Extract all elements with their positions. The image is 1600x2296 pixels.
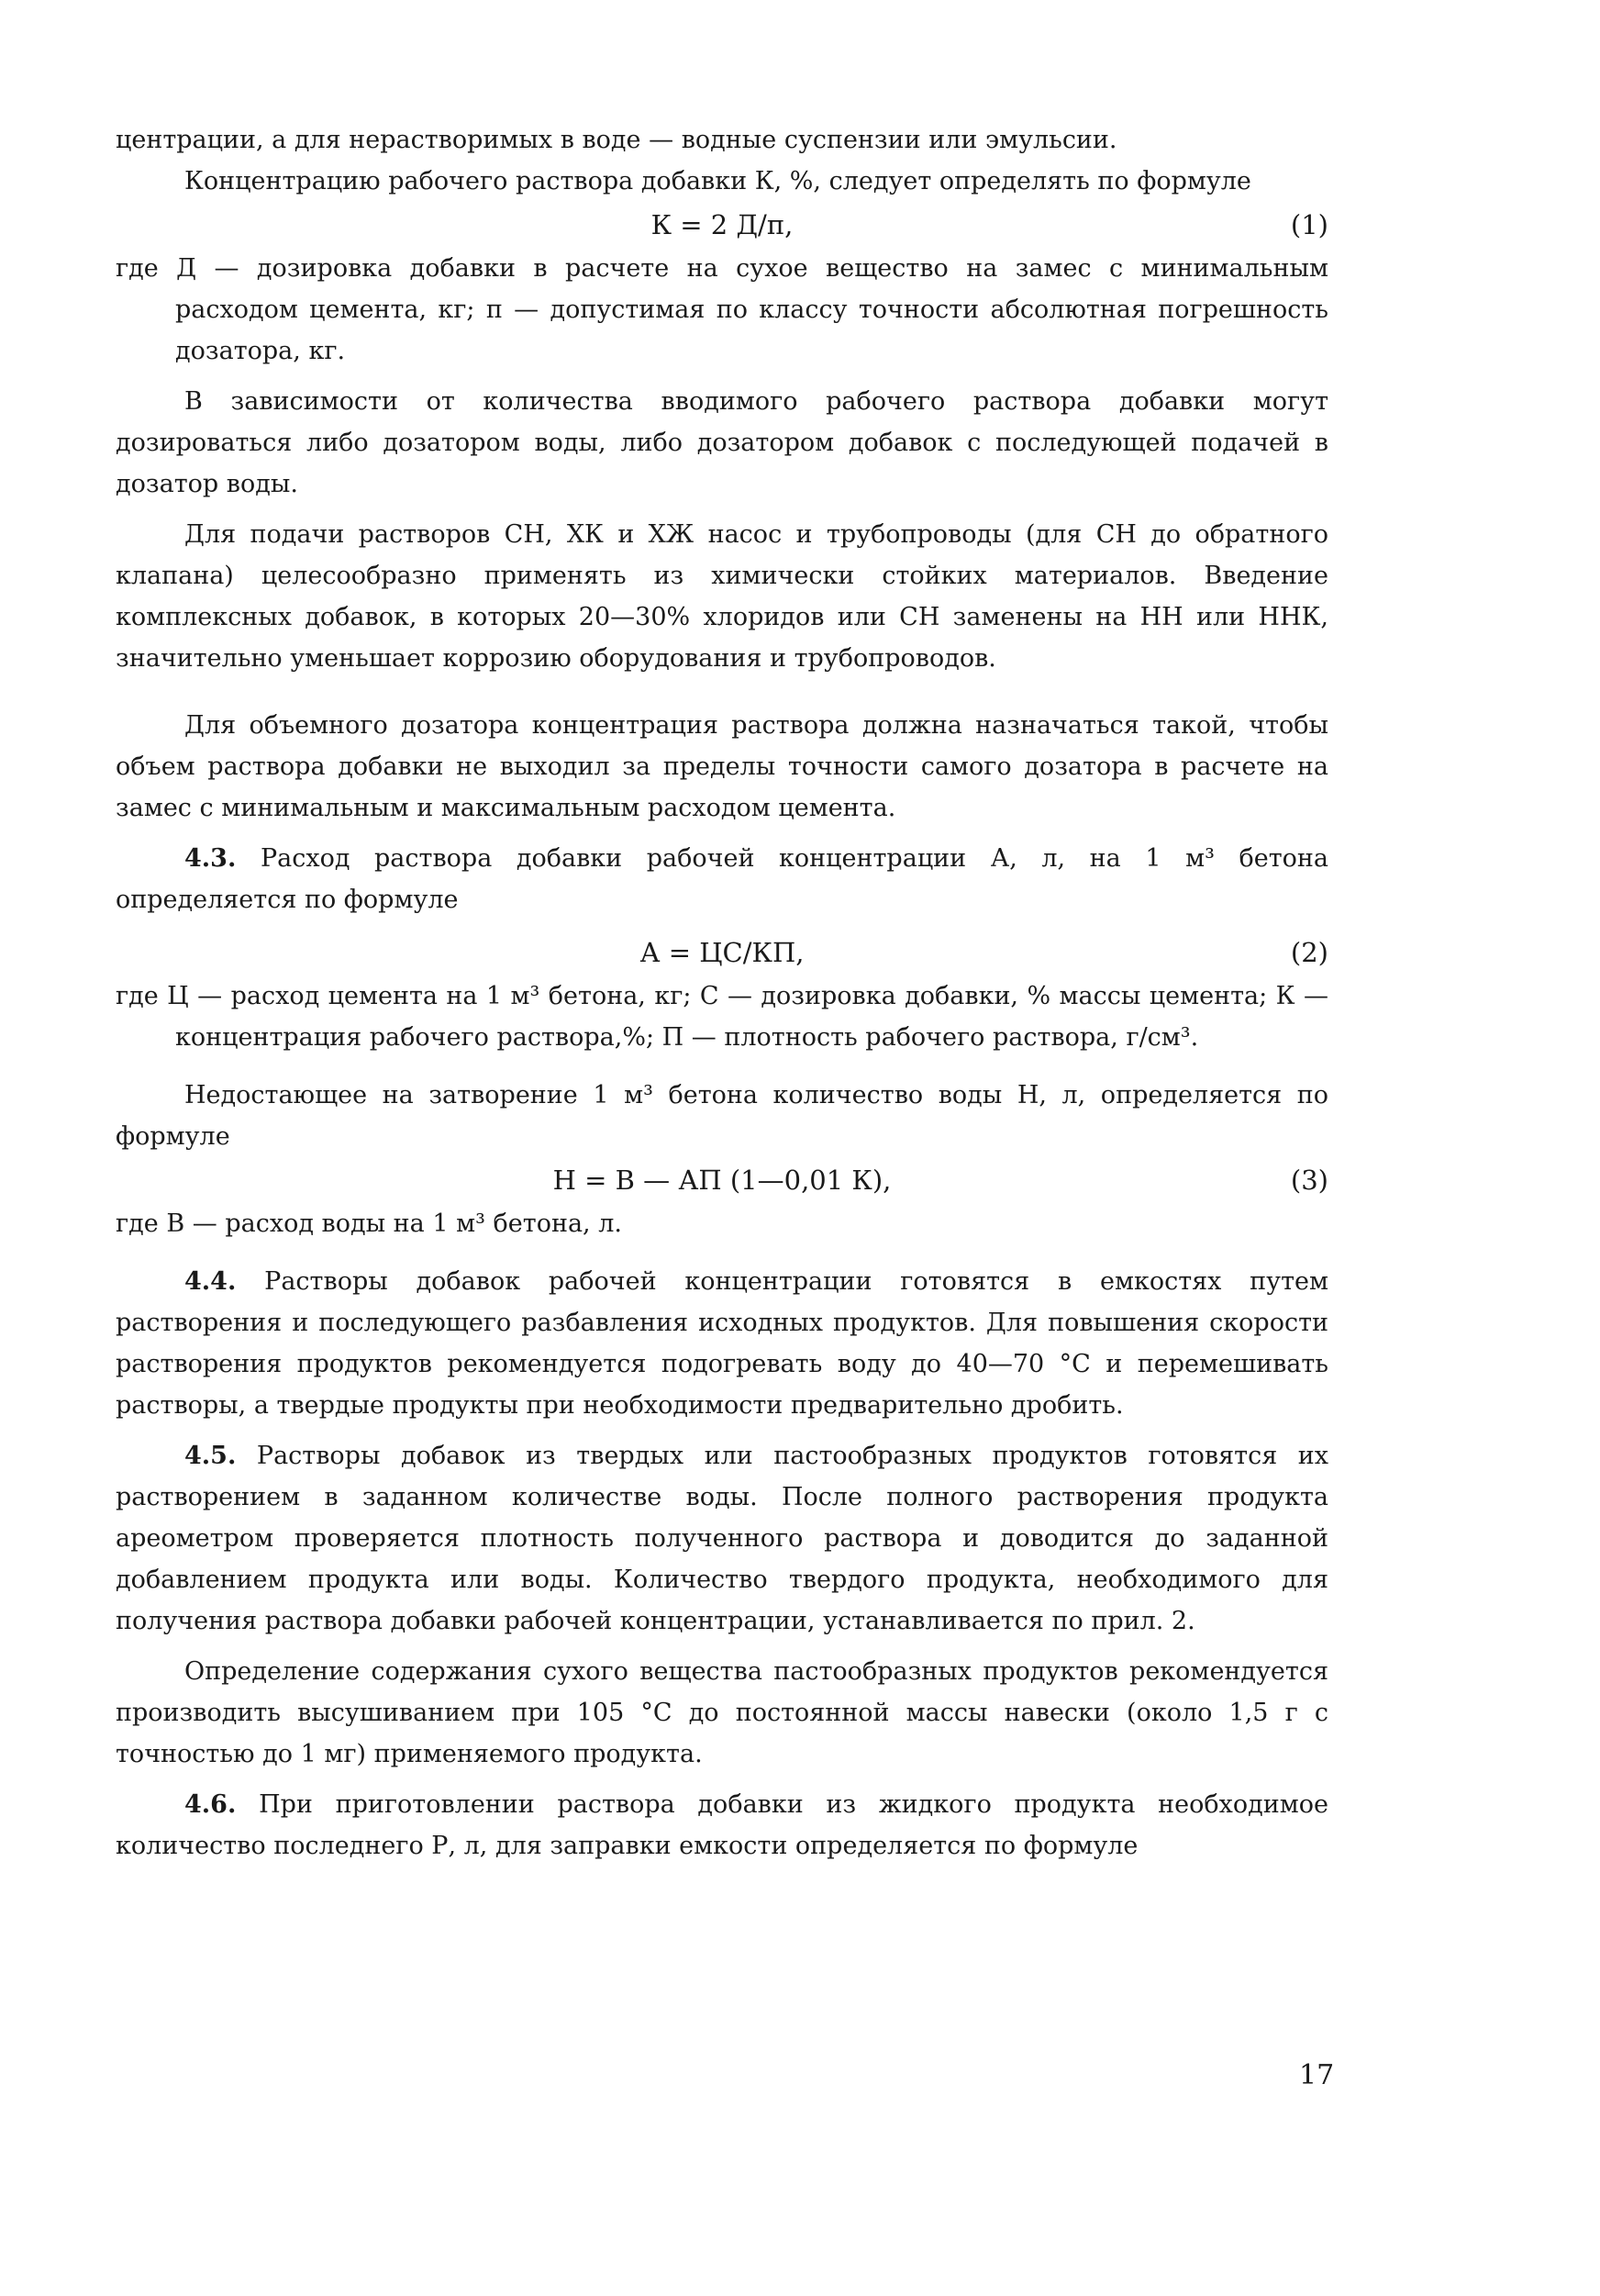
section-4-4-number: 4.4. [184, 1267, 237, 1296]
paragraph-volumetric-dosing: Для объемного дозатора концентрация раствора должна назначаться такой, чтобы объем раствора добавки не выходил за пределы точности самого дозатора в расчете на замес с минимальным и максимальным расходом цемента. [116, 711, 1328, 822]
formula-2-expression: А = ЦС/КП, [639, 937, 805, 968]
formula-3-number: (3) [1290, 1165, 1328, 1196]
section-4-3-text: Расход раствора добавки рабочей концентрации А, л, на 1 м³ бетона определяется по формуле [116, 844, 1328, 914]
formula-1-expression: К = 2 Д/п, [650, 209, 794, 240]
section-4-5-text: Растворы добавок из твердых или пастообразных продуктов готовятся их растворением в заданном количестве воды. После полного растворения продукта ареометром проверяется плотность полученного раствора и доводится до заданной добавлением продукта или воды. Количество твердого продукта, необходимого для получения раствора добавки рабочей концентрации, устанавливается по прил. 2. [116, 1442, 1328, 1635]
formula-1-legend: где Д — дозировка добавки в расчете на сухое вещество на замес с минимальным расходом цемента, кг; п — допустимая по классу точности абсолютная погрешность дозатора, кг. [116, 254, 1328, 365]
formula-3-legend: где В — расход воды на 1 м³ бетона, л. [116, 1209, 622, 1238]
formula-2 [116, 930, 1328, 975]
paragraph-continuation: центрации, а для нерастворимых в воде — водные суспензии или эмульсии. [116, 126, 1117, 154]
section-4-4-text: Растворы добавок рабочей концентрации готовятся в емкостях путем растворения и последующего разбавления исходных продуктов. Для повышения скорости растворения продуктов рекомендуется подогревать воду до 40—70 °С и перемешивать растворы, а твердые продукты при необходимости предварительно дробить. [116, 1267, 1328, 1420]
section-4-3-number: 4.3. [184, 844, 237, 873]
section-4-6 [116, 1784, 1328, 1867]
formula-1-number: (1) [1290, 209, 1328, 240]
formula-2-number: (2) [1290, 937, 1328, 968]
formula-3-expression: Н = В — АП (1—0,01 К), [552, 1165, 892, 1196]
paragraph-water-deficit: Недостающее на затворение 1 м³ бетона количество воды Н, л, определяется по формуле [116, 1081, 1328, 1151]
section-4-6-text: При приготовлении раствора добавки из жидкого продукта необходимое количество последнего Р, л, для заправки емкости определяется по формуле [116, 1790, 1328, 1860]
section-4-5-number: 4.5. [184, 1442, 237, 1470]
paragraph-pumps-pipes: Для подачи растворов СН, ХК и ХЖ насос и трубопроводы (для СН до обратного клапана) целесообразно применять из химически стойких материалов. Введение комплексных добавок, в которых 20—30% хлоридов или СН заменены на НН или ННК, значительно уменьшает коррозию оборудования и трубопроводов. [116, 520, 1328, 673]
section-4-3 [116, 838, 1328, 920]
section-4-4 [116, 1261, 1328, 1426]
paragraph-dosing-method: В зависимости от количества вводимого рабочего раствора добавки могут дозироваться либо дозатором воды, либо дозатором добавок с последующей подачей в дозатор воды. [116, 387, 1328, 498]
formula-1 [116, 202, 1328, 248]
section-4-5 [116, 1435, 1328, 1642]
paragraph-concentration-intro: Концентрацию рабочего раствора добавки К, %, следует определять по формуле [184, 167, 1251, 195]
paragraph-dry-matter: Определение содержания сухого вещества пастообразных продуктов рекомендуется производить высушиванием при 105 °С до постоянной массы навески (около 1,5 г с точностью до 1 мг) применяемого продукта. [116, 1657, 1328, 1768]
formula-2-legend: где Ц — расход цемента на 1 м³ бетона, кг; С — дозировка добавки, % массы цемента; К — концентрация рабочего раствора,%; П — плотность рабочего раствора, г/см³. [116, 982, 1328, 1052]
page-number: 17 [1299, 2059, 1335, 2091]
section-4-6-number: 4.6. [184, 1790, 237, 1819]
formula-3 [116, 1157, 1328, 1203]
